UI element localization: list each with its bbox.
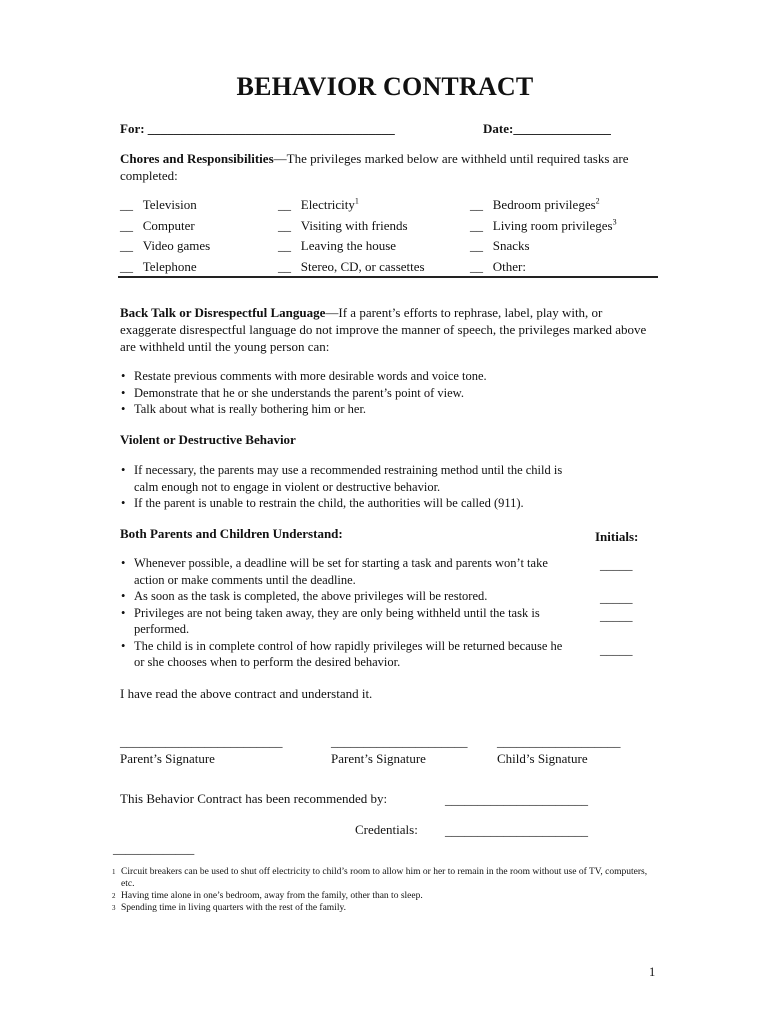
date-line xyxy=(483,120,611,137)
credentials-label: Credentials: xyxy=(355,822,418,837)
chore-item-leaving-house[interactable]: __ Leaving the house xyxy=(278,238,397,253)
chore-item-telephone[interactable]: __ Telephone xyxy=(120,259,197,274)
list-item: • If necessary, the parents may use a recommended restraining method until the child is calm enough not to engage in violent or destructive behavior. xyxy=(120,462,570,495)
chores-text: —The privileges marked below are withheld until required tasks are completed: xyxy=(120,151,629,183)
initials-field-3[interactable]: _____ xyxy=(600,608,633,623)
list-item: • Whenever possible, a deadline will be set for starting a task and parents won’t take action or make comments until the deadline. xyxy=(120,555,565,588)
list-item: • Privileges are not being taken away, they are only being withheld until the task is performed. xyxy=(120,605,565,638)
initials-field-1[interactable]: _____ xyxy=(600,557,633,572)
footnote-3 xyxy=(112,902,652,914)
footnote-rule: _____________ xyxy=(113,842,195,856)
for-blank[interactable]: ______________________________________ xyxy=(147,121,395,136)
child-signature-line[interactable]: ___________________ xyxy=(497,734,621,749)
list-item: • The child is in complete control of how rapidly privileges will be returned because he or she chooses when to perform the desired behavior. xyxy=(120,638,565,671)
footnote-ref-2: 2 xyxy=(595,196,600,206)
backtalk-heading: Back Talk or Disrespectful Language xyxy=(120,305,326,320)
both-list xyxy=(120,555,565,671)
chore-item-stereo[interactable]: __ Stereo, CD, or cassettes xyxy=(278,259,425,274)
list-item: • As soon as the task is completed, the above privileges will be restored. xyxy=(120,588,565,605)
chore-item-television[interactable]: __ Television xyxy=(120,197,197,212)
list-item: • If the parent is unable to restrain the child, the authorities will be called (911). xyxy=(120,495,570,512)
date-label: Date: xyxy=(483,121,514,136)
chore-item-video-games[interactable]: __ Video games xyxy=(120,238,211,253)
initials-label: Initials: xyxy=(595,529,639,544)
for-line xyxy=(120,120,395,137)
footnote-1 xyxy=(112,866,652,890)
chores-paragraph xyxy=(120,150,650,184)
date-blank[interactable]: _______________ xyxy=(513,121,611,136)
chore-item-snacks[interactable]: __ Snacks xyxy=(470,238,530,253)
footnote-text: Circuit breakers can be used to shut off electricity to child’s room to allow him or her to remain in the room without use of TV, computers, etc. xyxy=(121,867,648,889)
footnote-number: 2 xyxy=(112,892,116,900)
footnote-text: Having time alone in one’s bedroom, away from the family, other than to sleep. xyxy=(121,891,423,901)
chores-heading: Chores and Responsibilities xyxy=(120,151,274,166)
section-divider xyxy=(118,276,658,278)
footnote-text: Spending time in living quarters with the rest of the family. xyxy=(121,903,346,913)
violent-list xyxy=(120,462,570,512)
child-signature-label: Child’s Signature xyxy=(497,751,588,766)
backtalk-paragraph xyxy=(120,304,650,355)
list-item: • Talk about what is really bothering him or her. xyxy=(120,401,640,418)
chore-item-visiting[interactable]: __ Visiting with friends xyxy=(278,218,408,233)
list-item: • Demonstrate that he or she understands the parent’s point of view. xyxy=(120,385,640,402)
initials-field-2[interactable]: _____ xyxy=(600,590,633,605)
parent-signature-label-2: Parent’s Signature xyxy=(331,751,426,766)
footnote-number: 1 xyxy=(112,868,116,876)
recommended-field[interactable]: ______________________ xyxy=(445,792,588,807)
recommended-label: This Behavior Contract has been recommended by: xyxy=(120,791,388,806)
chore-item-living-room[interactable]: __ Living room privileges$^3$ xyxy=(470,217,617,233)
violent-heading: Violent or Destructive Behavior xyxy=(120,432,296,447)
initials-field-4[interactable]: _____ xyxy=(600,642,633,657)
chore-item-other[interactable]: __ Other: xyxy=(470,259,526,274)
footnote-number: 3 xyxy=(112,904,116,912)
parent-signature-label-1: Parent’s Signature xyxy=(120,751,215,766)
list-item: • Restate previous comments with more desirable words and voice tone. xyxy=(120,368,640,385)
credentials-field[interactable]: ______________________ xyxy=(445,823,588,838)
footnote-2 xyxy=(112,890,652,902)
backtalk-list xyxy=(120,368,640,418)
footnote-ref-3: 3 xyxy=(612,217,617,227)
page-title: BEHAVIOR CONTRACT xyxy=(236,72,534,101)
chore-item-bedroom[interactable]: __ Bedroom privileges$^2$ xyxy=(470,196,600,212)
page-number: 1 xyxy=(649,965,656,979)
backtalk-text: —If a parent’s efforts to rephrase, label, play with, or exaggerate disrespectful language do not improve the manner of speech, the privileges marked above are withheld until the young person can: xyxy=(120,305,647,354)
acknowledge-text: I have read the above contract and understand it. xyxy=(120,686,373,701)
parent-signature-line-2[interactable]: _____________________ xyxy=(331,734,468,749)
both-heading: Both Parents and Children Understand: xyxy=(120,526,343,541)
parent-signature-line-1[interactable]: _________________________ xyxy=(120,734,283,749)
chore-item-computer[interactable]: __ Computer xyxy=(120,218,195,233)
footnote-ref-1: 1 xyxy=(354,196,359,206)
for-label: For: xyxy=(120,121,145,136)
chore-item-electricity[interactable]: __ Electricity$^1$ xyxy=(278,196,359,212)
